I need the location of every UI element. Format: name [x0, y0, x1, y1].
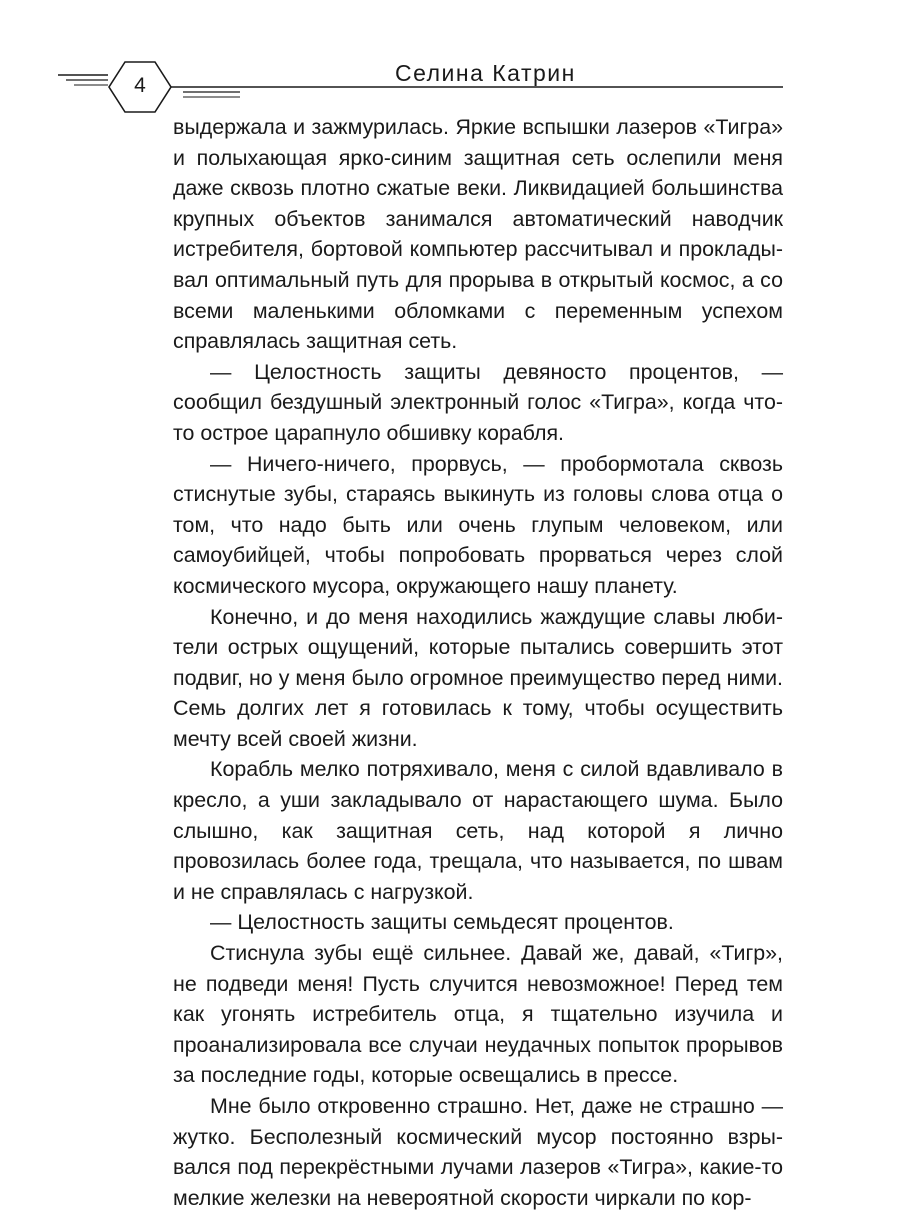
paragraph: Мне было откровенно страшно. Нет, даже не страшно — жутко. Бесполезный космический мусор постоянно взрывался под перекрёстными лучами лазеров «Тигра», какие-то мелкие железки на невероятной скорости чиркали по кор-	[173, 1094, 783, 1210]
paragraph: выдержала и зажмурилась. Яркие вспышки лазеров «Тигра» и полыхающая ярко-синим защитная сеть ослепили меня даже сквозь плотно сжатые веки. Ликвидацией большинства крупных объектов занимался автоматический наводчик истребителя, бортовой компьютер рассчитывал и прокладывал оптимальный путь для прорыва в открытый космос, а со всеми маленькими обломками с переменным успехом справлялась защитная сеть.	[173, 115, 783, 354]
paragraph: Конечно, и до меня находились жаждущие славы любители острых ощущений, которые пытались совершить этот подвиг, но у меня было огромное преимущество перед ними. Семь долгих лет я готовилась к тому, чтобы осуществить мечту всей своей жизни.	[173, 604, 783, 751]
paragraph: Корабль мелко потряхивало, меня с силой вдавливало в кресло, а уши закладывало от нарастающего шума. Было слышно, как защитная сеть, над которой я лично провозилась более года, трещала, что называется, по швам и не справлялась с нагрузкой.	[173, 757, 783, 904]
paragraph: — Целостность защиты семьдесят процентов.	[210, 910, 674, 935]
paragraph: Стиснула зубы ещё сильнее. Давай же, давай, «Тигр», не подведи меня! Пусть случится невозможное! Перед тем как угонять истребитель отца, я тщательно изучила и проанализировала все случаи неудачных попыток прорывов за последние годы, которые освещались в прессе.	[173, 941, 783, 1088]
paragraph: — Ничего-ничего, прорвусь, — пробормотала сквозь стиснутые зубы, стараясь выкинуть из головы слова отца о том, что надо быть или очень глупым человеком, или самоубийцей, чтобы попробовать прорваться через слой космического мусора, окружающего нашу планету.	[173, 451, 783, 598]
page-header	[0, 0, 900, 130]
running-title: Селина Катрин	[395, 60, 576, 86]
paragraph: — Целостность защиты девяносто процентов, — сообщил бездушный электронный голос «Тигра», когда что-то острое царапнуло обшивку корабля.	[173, 359, 783, 445]
page-number: 4	[134, 74, 146, 97]
page-body	[173, 112, 783, 1213]
